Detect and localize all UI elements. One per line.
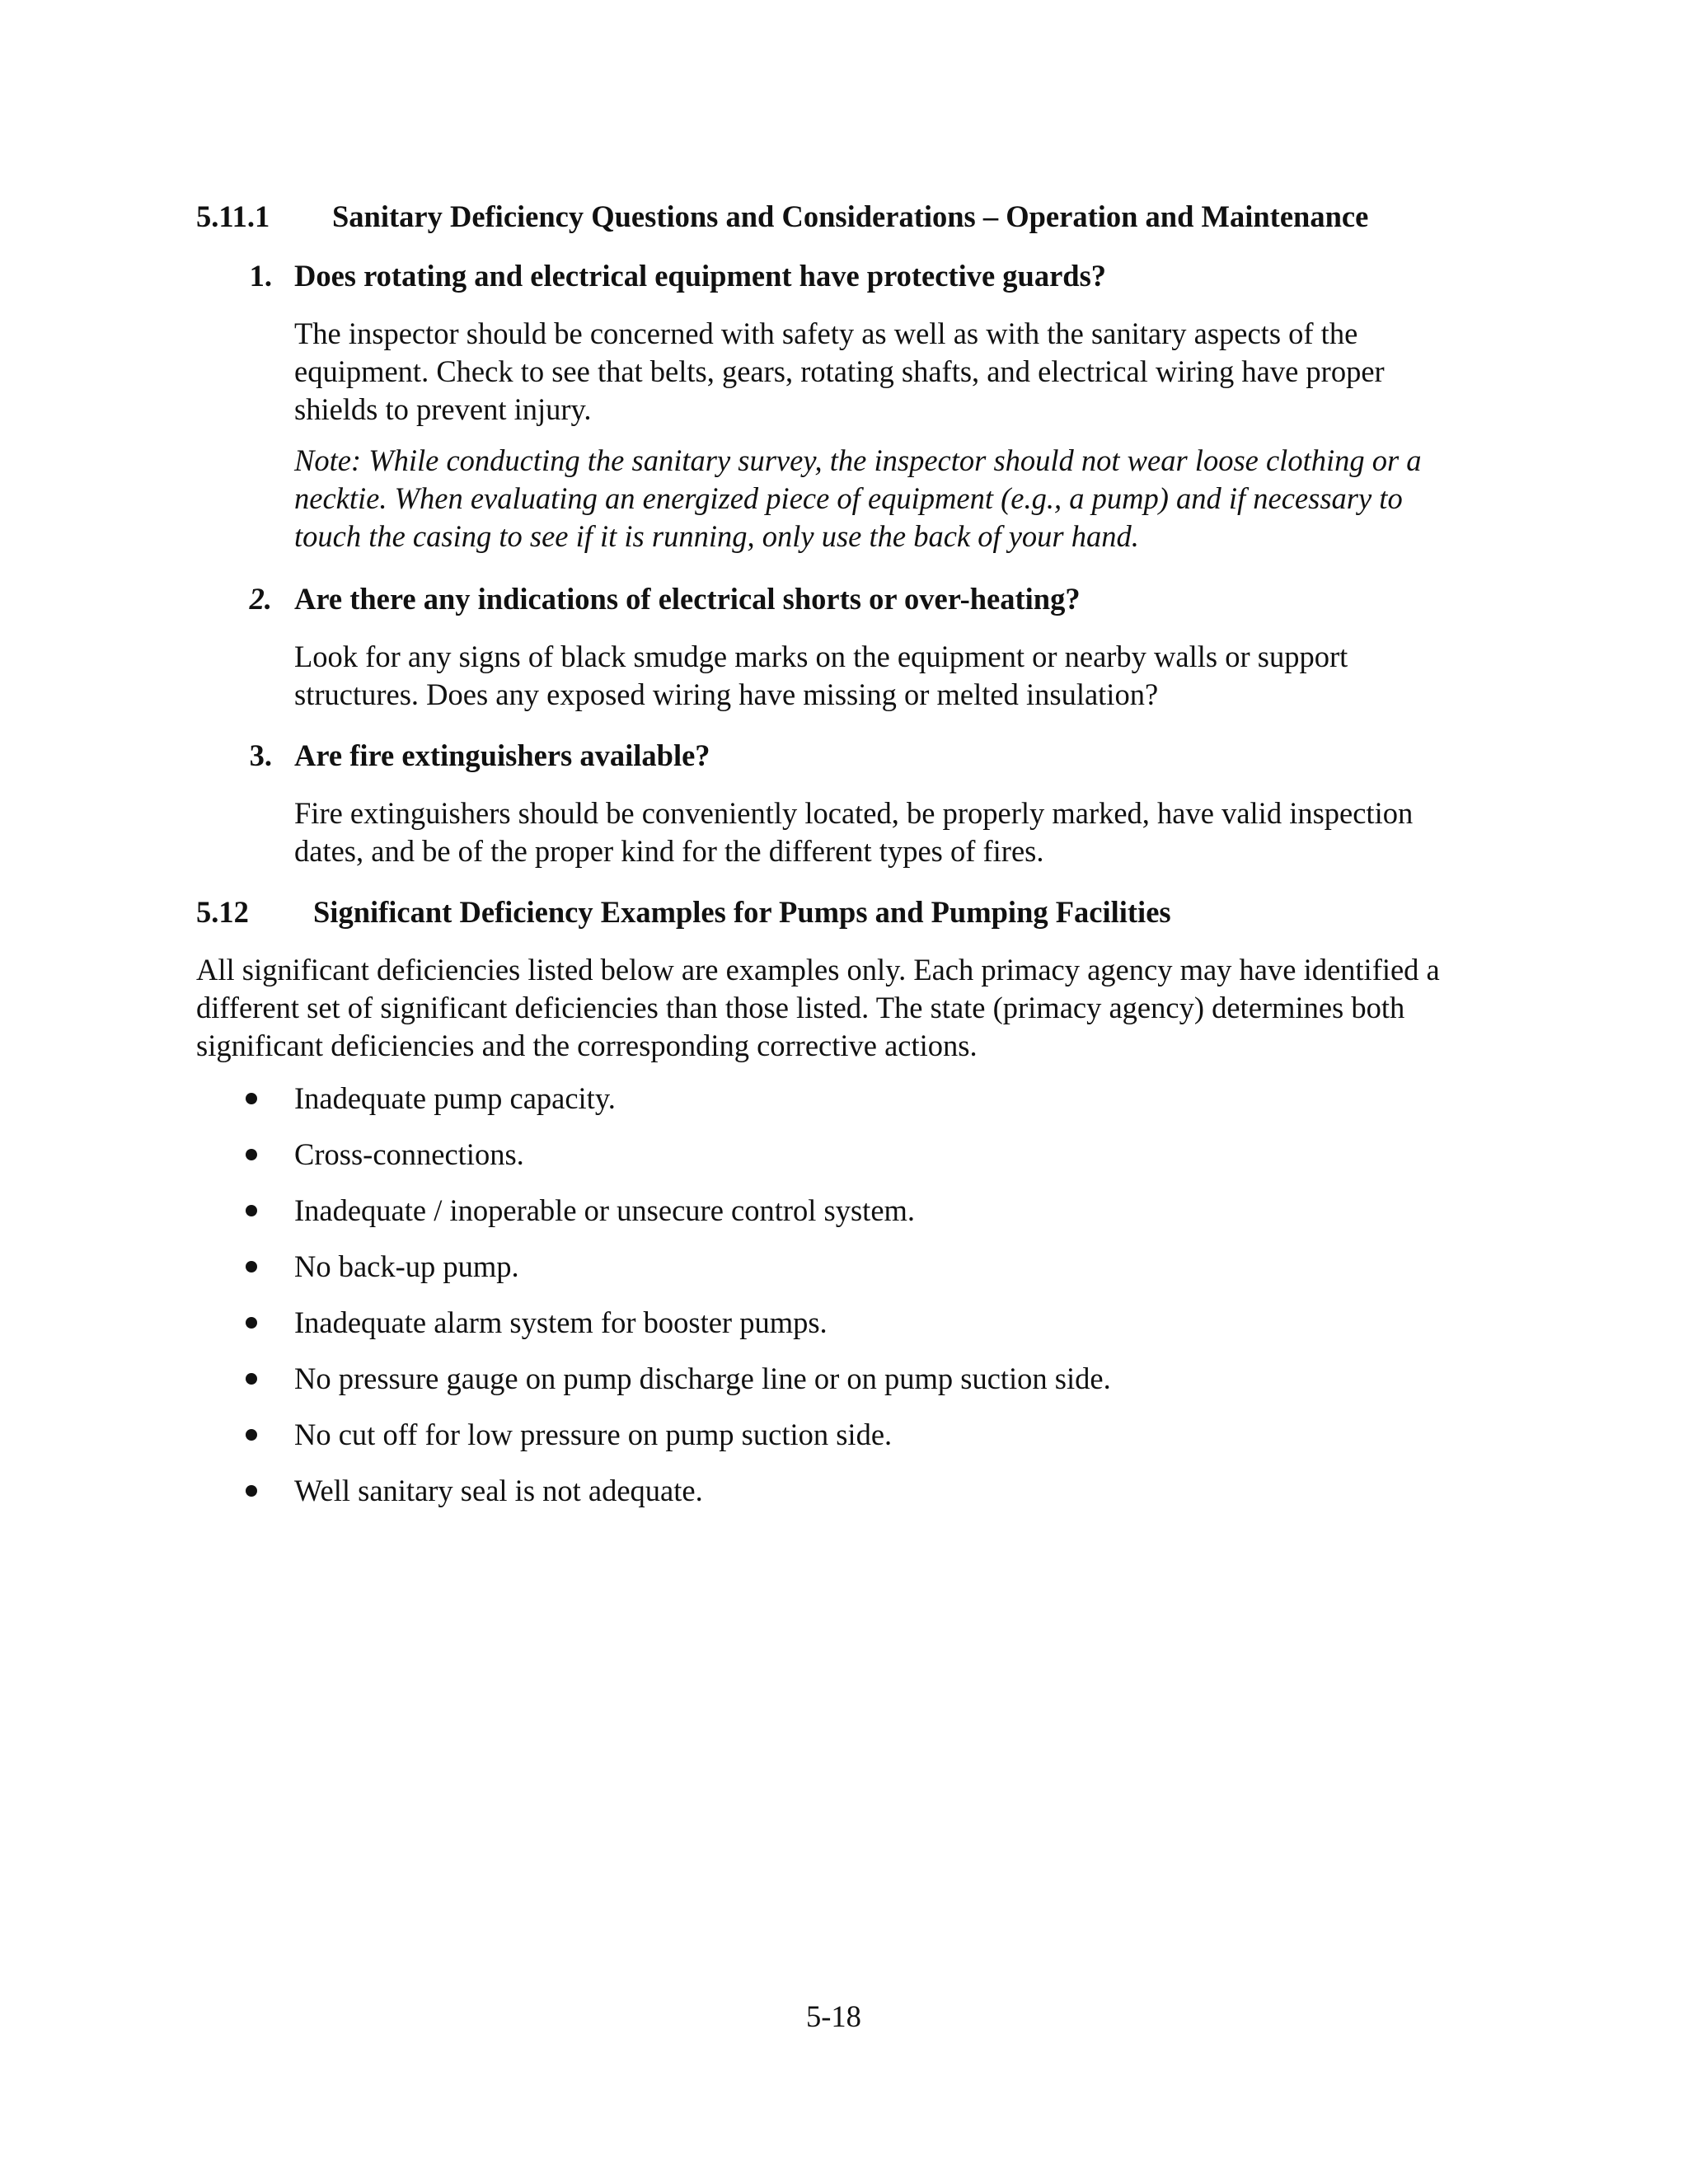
bullet-dot-icon	[246, 1205, 257, 1216]
deficiency-item: No cut off for low pressure on pump suction side.	[294, 1418, 893, 1451]
question-1-number: 1.	[249, 259, 272, 293]
question-3-text: Are fire extinguishers available?	[294, 738, 710, 772]
bullet-dot-icon	[246, 1317, 257, 1329]
bullet-dot-icon	[246, 1485, 257, 1497]
deficiency-item: Inadequate pump capacity.	[294, 1081, 616, 1115]
deficiency-item: No back-up pump.	[294, 1249, 519, 1283]
section-5-12-intro: All significant deficiencies listed below are examples only. Each primacy agency may have identified a different set of significant deficiencies than those listed. The state (primacy agency) determines both significant deficiencies and the corresponding corrective actions.	[196, 953, 1440, 1062]
question-2-number: 2.	[249, 582, 272, 616]
bullet-dot-icon	[246, 1149, 257, 1160]
bullet-dot-icon	[246, 1373, 257, 1385]
section-5-11-1-number: 5.11.1	[196, 199, 270, 233]
bullet-dot-icon	[246, 1429, 257, 1441]
question-2-text: Are there any indications of electrical shorts or over-heating?	[294, 582, 1081, 616]
question-1-answer: The inspector should be concerned with safety as well as with the sanitary aspects of the equipment. Check to see that belts, gears, rotating shafts, and electrical wiring have proper shields to prevent injury.	[294, 316, 1385, 426]
bullet-dot-icon	[246, 1093, 257, 1104]
question-1-text: Does rotating and electrical equipment have protective guards?	[294, 259, 1107, 293]
question-3-answer: Fire extinguishers should be conveniently located, be properly marked, have valid inspection dates, and be of the proper kind for the different types of fires.	[294, 796, 1414, 868]
page-number: 5-18	[806, 1999, 861, 2033]
section-5-12-title: Significant Deficiency Examples for Pumps and Pumping Facilities	[313, 895, 1171, 929]
bullet-dot-icon	[246, 1261, 257, 1272]
section-5-12-number: 5.12	[196, 895, 249, 929]
deficiency-item: No pressure gauge on pump discharge line or on pump suction side.	[294, 1361, 1111, 1395]
deficiency-item: Inadequate alarm system for booster pumps.	[294, 1305, 828, 1339]
question-3-number: 3.	[249, 738, 272, 772]
deficiency-item: Cross-connections.	[294, 1137, 524, 1171]
question-2-answer: Look for any signs of black smudge marks on the equipment or nearby walls or support structures. Does any exposed wiring have missing or melted insulation?	[294, 640, 1348, 711]
section-5-11-1-title: Sanitary Deficiency Questions and Considerations – Operation and Maintenance	[332, 199, 1369, 233]
deficiency-item: Well sanitary seal is not adequate.	[294, 1474, 703, 1507]
question-1-note: Note: While conducting the sanitary survey, the inspector should not wear loose clothing or a necktie. When evaluating an energized piece of equipment (e.g., a pump) and if necessary to touch the casing to see if it is running, only use the back of your hand.	[294, 443, 1422, 553]
deficiency-item: Inadequate / inoperable or unsecure control system.	[294, 1193, 916, 1227]
